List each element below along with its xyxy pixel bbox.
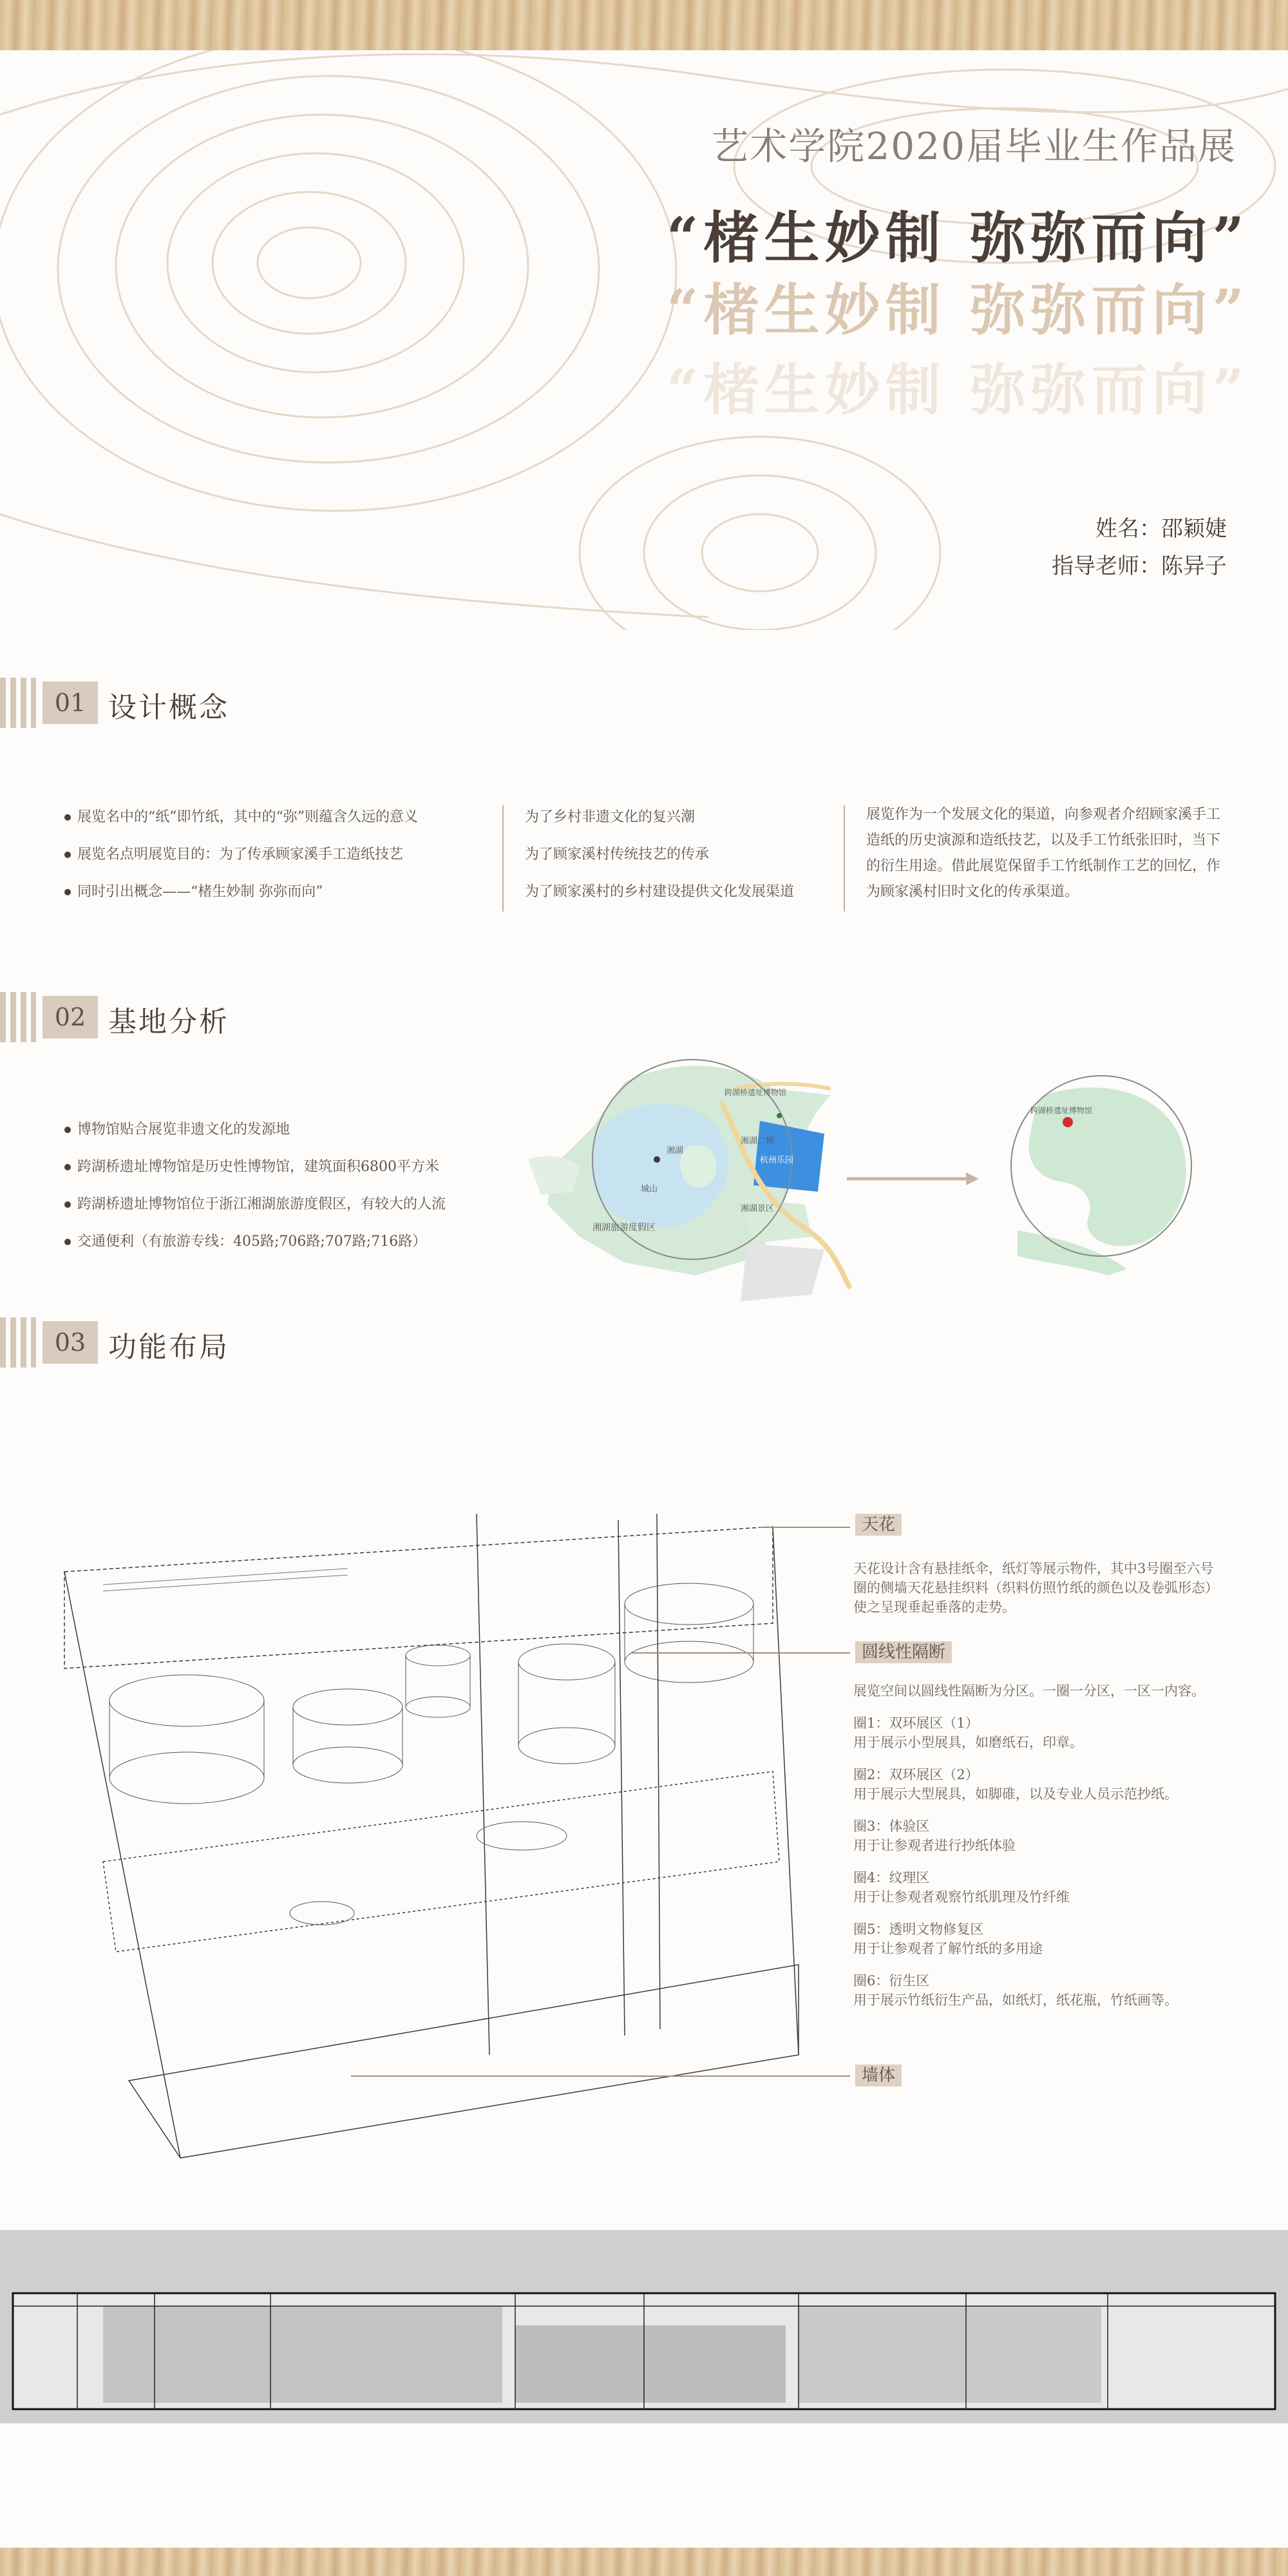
ceiling-description: 天花设计含有悬挂纸伞，纸灯等展示物件，其中3号圈至六号圈的侧墙天花悬挂织料（织料仿照竹纸的颜色以及卷弧形态）使之呈现垂起垂落的走势。 xyxy=(853,1561,1218,1615)
author-name: 姓名：邵颖婕 xyxy=(1095,516,1227,542)
bullet-icon xyxy=(64,852,71,858)
list-item: 展览名中的“纸”即竹纸，其中的“弥”则蕴含久远的意义 xyxy=(64,799,489,836)
exhibit-title-echo-1: “楮生妙制 弥弥而向” xyxy=(667,278,1249,343)
label-partition: 圆线性隔断 xyxy=(855,1641,952,1663)
zone-item: 圈1：双环展区（1） 用于展示小型展具，如磨纸石，印章。 xyxy=(853,1715,1083,1750)
section-number: 03 xyxy=(43,1321,98,1364)
list-item: 为了乡村非遗文化的复兴潮 xyxy=(525,809,696,825)
section-title: 功能布局 xyxy=(108,1331,229,1364)
zone-item: 圈4：纹理区 用于让参观者观察竹纸肌理及竹纤维 xyxy=(853,1870,1070,1905)
exhibition-main-title: 艺术学院2020届毕业生作品展 xyxy=(711,124,1236,168)
divider xyxy=(502,805,504,911)
label-wall: 墙体 xyxy=(855,2065,902,2086)
section-bars-decor xyxy=(0,992,36,1042)
map-label: 湘湖旅游度假区 xyxy=(592,1222,656,1232)
divider xyxy=(844,805,845,911)
map-label: 跨湖桥遗址博物馆 xyxy=(1030,1106,1093,1115)
concept-middle-list xyxy=(525,799,828,911)
site-bullets xyxy=(64,1111,535,1261)
section-number: 01 xyxy=(43,682,98,724)
bullet-icon xyxy=(64,1127,71,1133)
leader-line xyxy=(760,1527,850,1528)
exhibit-title: “楮生妙制 弥弥而向” xyxy=(667,205,1249,271)
section-number: 02 xyxy=(43,996,98,1038)
leader-line xyxy=(351,2075,850,2077)
bullet-icon xyxy=(64,1164,71,1170)
list-item: 跨湖桥遗址博物馆位于浙江湘湖旅游度假区，有较大的人流 xyxy=(64,1186,535,1223)
list-item: 为了顾家溪村的乡村建设提供文化发展渠道 xyxy=(525,884,795,900)
map-label: 跨湖桥遗址博物馆 xyxy=(724,1088,787,1097)
bullet-icon xyxy=(64,1239,71,1245)
author-info xyxy=(902,510,1227,585)
elevation-drawing xyxy=(0,2287,1288,2416)
partition-intro: 展览空间以圆线性隔断为分区。一圈一分区，一区一内容。 xyxy=(853,1683,1205,1699)
label-ceiling: 天花 xyxy=(855,1514,902,1536)
bullet-icon xyxy=(64,1201,71,1208)
advisor-name: 指导老师：陈异子 xyxy=(1052,553,1227,579)
zone-item: 圈6：衍生区 用于展示竹纸衍生产品，如纸灯，纸花瓶，竹纸画等。 xyxy=(853,1973,1178,2008)
concept-paragraph: 展览作为一个发展文化的渠道，向参观者介绍顾家溪手工造纸的历史演源和造纸技艺，以及手工竹纸张旧时，当下的衍生用途。借此展览保留手工竹纸制作工艺的回忆，作为顾家溪村旧时文化的传承渠道。 xyxy=(866,806,1221,900)
list-item: 交通便利（有旅游专线：405路;706路;707路;716路） xyxy=(64,1223,535,1261)
bullet-icon xyxy=(64,889,71,895)
list-item: 同时引出概念——“楮生妙制 弥弥而向” xyxy=(64,873,489,911)
list-item: 博物馆贴合展览非遗文化的发源地 xyxy=(64,1111,535,1149)
map-label: 湘湖景区 xyxy=(741,1203,775,1213)
concept-bullets xyxy=(64,799,489,911)
wood-bottom-band xyxy=(0,2548,1288,2576)
zone-item: 圈5：透明文物修复区 用于让参观者了解竹纸的多用途 xyxy=(853,1922,1043,1956)
list-item: 展览名点明展览目的：为了传承顾家溪手工造纸技艺 xyxy=(64,836,489,873)
exhibit-title-echo-2: “楮生妙制 弥弥而向” xyxy=(667,358,1249,423)
wood-top-band xyxy=(0,0,1288,50)
site-map-right xyxy=(1011,1076,1191,1275)
section-title: 设计概念 xyxy=(108,691,229,724)
list-item: 跨湖桥遗址博物馆是历史性博物馆，建筑面积6800平方米 xyxy=(64,1149,535,1186)
site-map-left xyxy=(528,1060,850,1301)
arrow xyxy=(847,1172,979,1185)
partition-details xyxy=(853,1681,1227,2023)
zone-item: 圈2：双环展区（2） 用于展示大型展具，如脚碓，以及专业人员示范抄纸。 xyxy=(853,1767,1178,1802)
section-title: 基地分析 xyxy=(108,1006,229,1038)
map-label: 湘湖二期 xyxy=(741,1136,775,1145)
section-bars-decor xyxy=(0,678,36,728)
map-label: 城山 xyxy=(641,1184,658,1194)
section-bars-decor xyxy=(0,1317,36,1368)
map-label: 湘湖 xyxy=(667,1145,684,1155)
zone-item: 圈3：体验区 用于让参观者进行抄纸体验 xyxy=(853,1818,1016,1853)
site-map xyxy=(528,1044,1236,1353)
leader-line xyxy=(631,1652,850,1654)
map-label: 杭州乐园 xyxy=(760,1155,794,1165)
bullet-icon xyxy=(64,814,71,821)
list-item: 为了顾家溪村传统技艺的传承 xyxy=(525,846,710,863)
